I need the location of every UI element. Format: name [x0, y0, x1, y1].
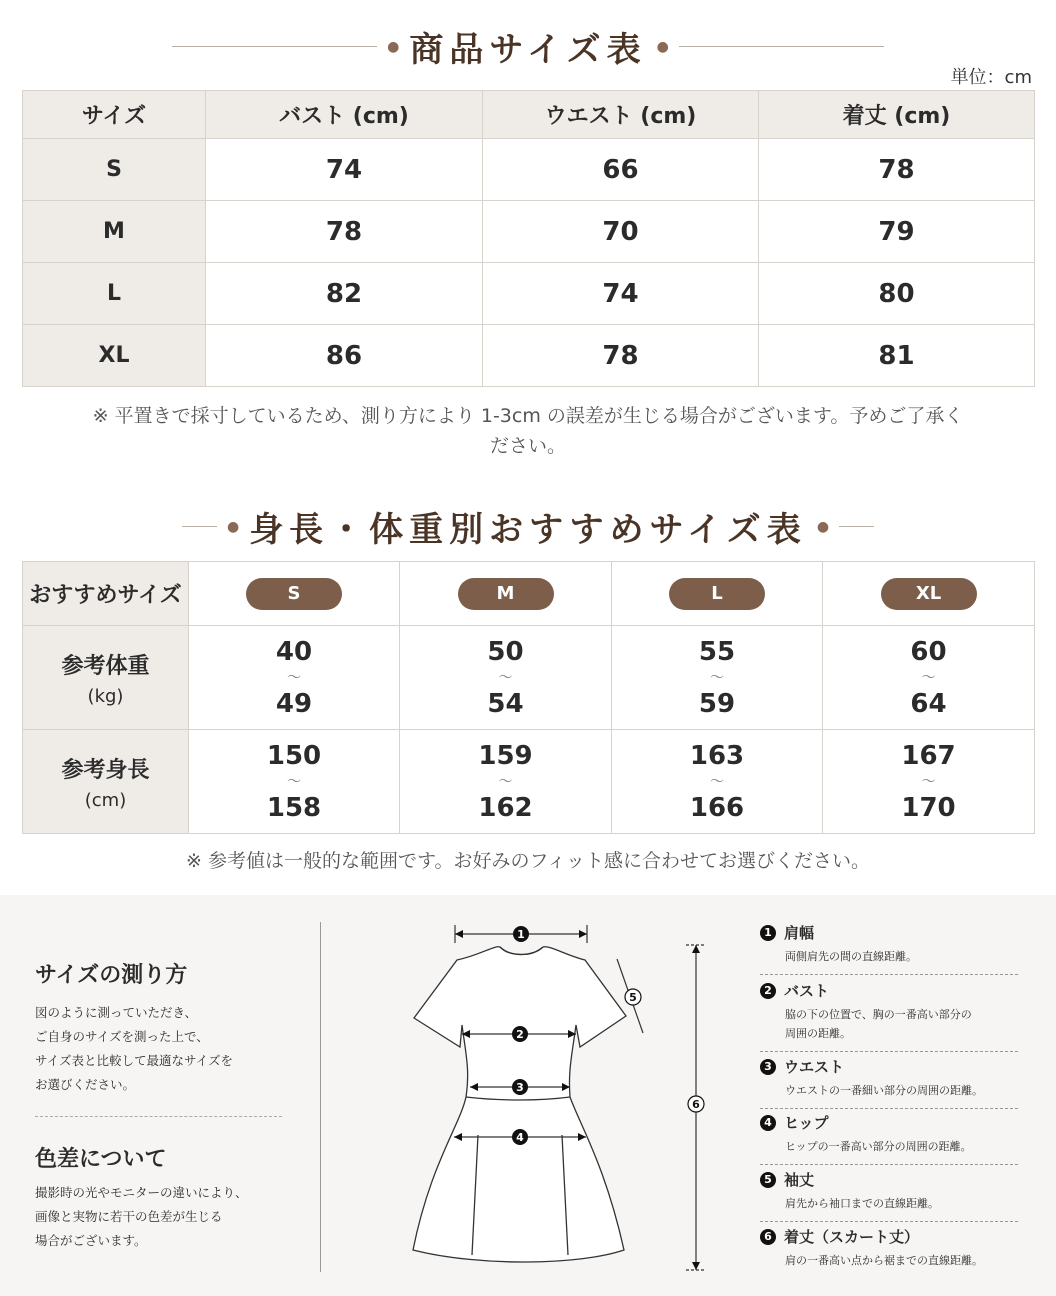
- waist-cell: 78: [483, 325, 759, 387]
- bust-cell: 74: [206, 139, 483, 201]
- range-max: 64: [910, 688, 947, 719]
- height-range: [400, 730, 612, 834]
- legend-desc: [785, 1005, 1020, 1043]
- title-rule-left: [172, 46, 377, 47]
- length-cell: 80: [759, 263, 1035, 325]
- size-pill-cell: [823, 562, 1035, 626]
- legend-title: 着丈（スカート丈）: [784, 1228, 920, 1246]
- size-pill: M: [458, 578, 554, 610]
- size-cell: L: [23, 263, 206, 325]
- marker-4: [512, 1129, 528, 1145]
- height-range: [189, 730, 400, 834]
- height-range: [612, 730, 823, 834]
- bust-cell: 82: [206, 263, 483, 325]
- svg-text:5: 5: [629, 991, 637, 1004]
- range-min: 55: [698, 636, 736, 667]
- weight-range: [612, 626, 823, 730]
- range-tilde: ～: [710, 773, 724, 790]
- range-min: 150: [266, 740, 322, 771]
- svg-text:1: 1: [517, 928, 525, 941]
- recommend-size-label: おすすめサイズ: [23, 562, 189, 626]
- legend-item: [760, 980, 1020, 1052]
- legend-number: 2: [760, 983, 776, 999]
- range-min: 50: [487, 636, 524, 667]
- range-max: 166: [689, 792, 745, 823]
- length-cell: 81: [759, 325, 1035, 387]
- marker-6: [688, 1096, 704, 1112]
- howto-body: [35, 1001, 285, 1097]
- legend-desc: 肩の一番高い点から裾までの直線距離。: [785, 1254, 983, 1267]
- legend-number: 6: [760, 1229, 776, 1245]
- legend-desc: ウエストの一番細い部分の周囲の距離。: [785, 1084, 983, 1097]
- waist-cell: 74: [483, 263, 759, 325]
- size-table: [22, 90, 1035, 387]
- marker-1: [513, 926, 529, 942]
- weight-range: [400, 626, 612, 730]
- marker-2: [512, 1026, 528, 1042]
- color-diff-line: 撮影時の光やモニターの違いにより、: [35, 1185, 248, 1200]
- title-rule-right: [839, 526, 874, 527]
- legend-number: 3: [760, 1059, 776, 1075]
- svg-text:2: 2: [516, 1028, 524, 1041]
- legend-number: 4: [760, 1115, 776, 1131]
- svg-text:4: 4: [516, 1131, 524, 1144]
- size-pill-cell: [189, 562, 400, 626]
- legend-item: [760, 922, 1020, 975]
- height-range: [823, 730, 1035, 834]
- legend-desc: ヒップの一番高い部分の周囲の距離。: [785, 1140, 972, 1153]
- legend-item: [760, 1112, 1020, 1165]
- range-max: 162: [478, 792, 533, 823]
- height-row: [23, 730, 1035, 834]
- size-cell: M: [23, 201, 206, 263]
- range-tilde: ～: [498, 669, 513, 686]
- recommend-table: [22, 561, 1035, 834]
- note-line: ださい。: [489, 435, 566, 457]
- range-max: 59: [698, 688, 736, 719]
- marker-5: [625, 989, 641, 1005]
- weight-range: [823, 626, 1035, 730]
- unit-label: 単位：cm: [950, 67, 1032, 88]
- legend-desc-line: 脇の下の位置で、胸の一番高い部分の: [785, 1008, 972, 1021]
- height-label-cell: [23, 730, 189, 834]
- legend-item: [760, 1056, 1020, 1109]
- dress-outline: [413, 947, 626, 1262]
- legend-separator: [760, 1164, 1018, 1165]
- size-cell: S: [23, 139, 206, 201]
- range-min: 159: [478, 740, 533, 771]
- range-min: 40: [275, 636, 313, 667]
- legend-separator: [760, 1221, 1018, 1222]
- size-pill: L: [669, 578, 765, 610]
- legend-item: [760, 1226, 1020, 1270]
- range-tilde: ～: [287, 669, 301, 686]
- legend-title: バスト: [784, 982, 830, 1000]
- title-dot: ●: [387, 38, 400, 55]
- marker-3: [512, 1079, 528, 1095]
- height-unit: (cm): [84, 789, 127, 811]
- howto-line: 図のように測っていただき、: [35, 1005, 198, 1020]
- range-min: 163: [689, 740, 745, 771]
- length-cell: 79: [759, 201, 1035, 263]
- color-diff-title: 色差について: [35, 1147, 167, 1172]
- size-pill-cell: [400, 562, 612, 626]
- bust-cell: 86: [206, 325, 483, 387]
- size-pill-cell: [612, 562, 823, 626]
- color-diff-line: 画像と実物に若干の色差が生じる: [35, 1209, 223, 1224]
- size-chart-title-row: [0, 22, 1056, 71]
- range-tilde: ～: [921, 773, 936, 790]
- header-cell: ウエスト (cm): [483, 91, 759, 139]
- weight-unit: (kg): [87, 685, 124, 707]
- range-tilde: ～: [498, 773, 513, 790]
- range-tilde: ～: [287, 773, 301, 790]
- legend-number: 5: [760, 1172, 776, 1188]
- color-diff-line: 場合がございます。: [35, 1233, 147, 1248]
- table-row: [23, 201, 1035, 263]
- vertical-divider: [320, 922, 321, 1272]
- title-dot: ●: [816, 518, 830, 535]
- bust-cell: 78: [206, 201, 483, 263]
- recommend-note: ※ 参考値は一般的な範囲です。お好みのフィット感に合わせてお選びください。: [186, 850, 870, 872]
- svg-text:3: 3: [516, 1081, 524, 1094]
- recommend-title: 身長・体重別おすすめサイズ表: [249, 510, 807, 550]
- legend-item: [760, 1169, 1020, 1222]
- legend-title: ヒップ: [784, 1114, 829, 1132]
- range-max: 158: [266, 792, 322, 823]
- legend-separator: [760, 974, 1018, 975]
- table-row: [23, 325, 1035, 387]
- recommend-title-row: [0, 502, 1056, 551]
- dress-diagram: [400, 915, 740, 1285]
- howto-line: サイズ表と比較して最適なサイズを: [35, 1053, 234, 1068]
- title-dot: ●: [656, 38, 669, 55]
- howto-line: お選びください。: [35, 1077, 136, 1092]
- legend-separator: [760, 1108, 1018, 1109]
- table-row: [23, 139, 1035, 201]
- header-cell: サイズ: [23, 91, 206, 139]
- legend-desc: 肩先から袖口までの直線距離。: [785, 1197, 939, 1210]
- note-line: ※ 平置きで採寸しているため、測り方により 1-3cm の誤差が生じる場合がございます。予めご了承く: [92, 405, 964, 427]
- weight-row: [23, 626, 1035, 730]
- height-label: 参考身長: [61, 757, 150, 783]
- legend-number: 1: [760, 925, 776, 941]
- weight-label-cell: [23, 626, 189, 730]
- title-rule-right: [679, 46, 884, 47]
- header-cell: 着丈 (cm): [759, 91, 1035, 139]
- range-max: 49: [275, 688, 313, 719]
- svg-text:6: 6: [692, 1098, 700, 1111]
- size-pill: S: [246, 578, 342, 610]
- howto-line: ご自身のサイズを測った上で、: [35, 1029, 209, 1044]
- range-min: 167: [901, 740, 956, 771]
- range-max: 54: [487, 688, 524, 719]
- legend-separator: [760, 1051, 1018, 1052]
- range-min: 60: [910, 636, 947, 667]
- weight-range: [189, 626, 400, 730]
- size-chart-title: 商品サイズ表: [409, 30, 647, 70]
- legend-title: 袖丈: [784, 1171, 815, 1189]
- weight-label: 参考体重: [61, 653, 150, 679]
- legend-title: ウエスト: [784, 1058, 845, 1076]
- table-row: [23, 263, 1035, 325]
- legend-title: 肩幅: [784, 924, 815, 942]
- howto-title: サイズの測り方: [35, 963, 188, 988]
- header-cell: バスト (cm): [206, 91, 483, 139]
- title-dot: ●: [226, 518, 240, 535]
- size-chart-note: [40, 401, 1016, 461]
- legend-desc: 両側肩先の間の直線距離。: [785, 950, 917, 963]
- range-tilde: ～: [921, 669, 936, 686]
- color-diff-body: [35, 1181, 295, 1253]
- size-cell: XL: [23, 325, 206, 387]
- range-tilde: ～: [710, 669, 724, 686]
- recommend-size-row: [23, 562, 1035, 626]
- section-divider: [35, 1116, 282, 1117]
- title-rule-left: [182, 526, 217, 527]
- size-table-header: [23, 91, 1035, 139]
- waist-cell: 66: [483, 139, 759, 201]
- length-cell: 78: [759, 139, 1035, 201]
- legend-desc-line: 周囲の距離。: [785, 1027, 851, 1040]
- range-max: 170: [901, 792, 956, 823]
- waist-cell: 70: [483, 201, 759, 263]
- size-pill: XL: [881, 578, 977, 610]
